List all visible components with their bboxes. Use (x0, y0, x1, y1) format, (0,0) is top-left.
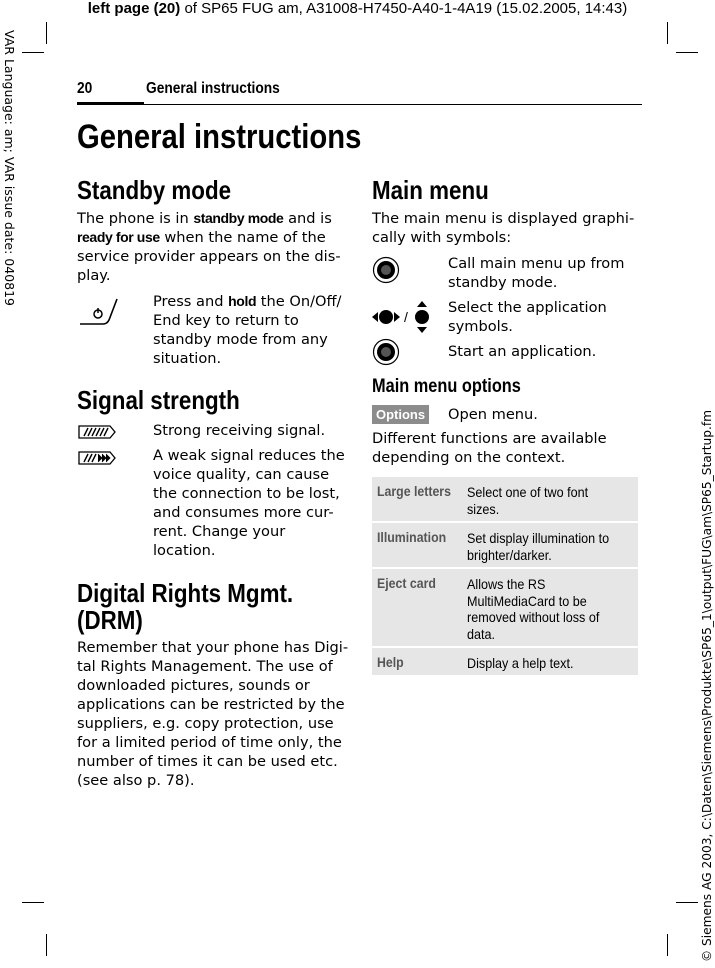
options-softkey (372, 404, 429, 424)
navigation-key-icon (372, 256, 400, 288)
header-rule-thick (77, 102, 144, 105)
crop-mark (667, 934, 668, 956)
drm-heading-line1: Digital Rights Mgmt. (77, 578, 294, 608)
print-header-info: of SP65 FUG am, A31008-H7450-A40-1-4A19 (15.02.2005, 14:43) (180, 0, 628, 17)
drm-paragraph: Remember that your phone has Digi-tal Rights Management. The use of downloaded pictures, sounds or applications can be restricted by the suppliers, e.g. copy protection, use for a limited period of time only, the number of times it can be used etc. (see also p. 78). (77, 639, 349, 789)
table-row (372, 523, 638, 569)
standby-text: The phone is in (77, 210, 194, 227)
table-value: Select one of two font sizes. (467, 484, 589, 517)
table-row (372, 648, 638, 677)
main-menu-item-select: Select the application symbols. (448, 299, 607, 335)
options-softkey-label: Options (372, 405, 429, 424)
signal-heading: Signal strength (77, 385, 240, 415)
hold-term: hold (228, 293, 257, 309)
standby-mode-term: standby mode (193, 210, 284, 226)
signal-weak-text: A weak signal reduces the voice quality, can cause the connection to be lost, and consumes more cur-rent. Change your location. (153, 447, 345, 559)
main-menu-heading: Main menu (372, 175, 489, 205)
side-text-right: © Siemens AG 2003, C:\Daten\Siemens\Produkte\SP65_1\output\FUG\am\SP65_Startup.fm (700, 409, 714, 962)
drm-heading-line2: (DRM) (77, 605, 143, 635)
table-key: Illumination (377, 529, 447, 545)
main-menu-options-heading: Main menu options (372, 376, 521, 397)
signal-weak-icon (78, 450, 116, 469)
standby-text: when the name of the service provider appears on the dis-play. (77, 229, 341, 284)
key-text: Press and (153, 293, 229, 310)
main-menu-item-call: Call main menu up from standby mode. (448, 255, 625, 291)
page-title: General instructions (77, 118, 362, 156)
navigation-key-icon (372, 338, 400, 370)
signal-strong-icon (78, 424, 116, 443)
main-menu-context: Different functions are available depending on the context. (372, 430, 607, 466)
table-value: Display a help text. (467, 655, 574, 671)
table-key: Help (377, 654, 404, 670)
side-text-left: VAR Language: am; VAR issue date: 040819 (2, 30, 17, 306)
running-header-section: General instructions (146, 80, 280, 97)
standby-text: and is (283, 210, 332, 227)
options-softkey-text: Open menu. (448, 406, 538, 423)
print-header (0, 0, 715, 18)
main-menu-item-start: Start an application. (448, 343, 597, 360)
table-value: Set display illumination to brighter/darker. (467, 530, 610, 563)
crop-mark (667, 22, 668, 44)
ready-for-use-term: ready for use (77, 229, 160, 245)
table-row (372, 477, 638, 523)
crop-mark (22, 902, 44, 903)
crop-mark (46, 934, 47, 956)
main-menu-intro: The main menu is displayed graphi-cally with symbols: (372, 210, 635, 246)
standby-heading: Standby mode (77, 175, 232, 205)
crop-mark (676, 52, 698, 53)
crop-mark (46, 22, 47, 44)
options-table (372, 477, 638, 677)
table-value: Allows the RS MultiMediaCard to be removed without loss of data. (467, 576, 600, 642)
crop-mark (22, 52, 44, 53)
navigation-direction-icon (370, 300, 440, 338)
key-text: the On/Off/ End key to return to standby mode from any situation. (153, 293, 342, 367)
table-key: Large letters (377, 483, 451, 499)
standby-paragraph (77, 209, 347, 285)
print-header-page: left page (20) (87, 0, 181, 17)
crop-mark (676, 902, 698, 903)
on-off-key-icon (77, 296, 119, 330)
signal-strong-text: Strong receiving signal. (153, 422, 326, 439)
on-off-key-description (153, 292, 345, 368)
table-row (372, 569, 638, 648)
table-key: Eject card (377, 575, 436, 591)
svg-text:/: / (404, 309, 408, 325)
header-rule (144, 104, 642, 105)
running-header-page-number: 20 (77, 80, 93, 97)
